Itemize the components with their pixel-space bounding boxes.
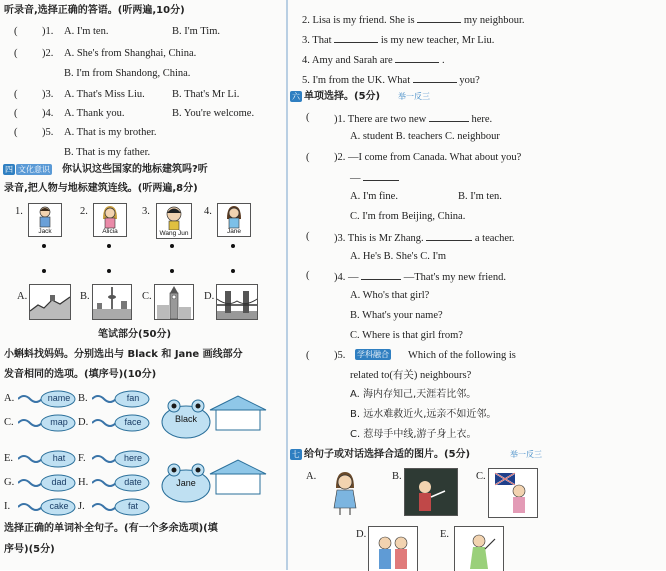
tadpole-letter: H. <box>78 477 89 488</box>
q4-num: )4. <box>42 108 54 119</box>
fill-3-pre: 3. That <box>302 35 332 46</box>
fill-2 <box>302 12 525 27</box>
s5-option-c: C. 惹母手中线,游子身上衣。 <box>350 429 477 440</box>
landmark-b-picture <box>92 284 132 320</box>
q2-option-a: A. She's from Shanghai, China. <box>64 48 197 59</box>
s2-option-c: C. I'm from Beijing, China. <box>350 211 466 222</box>
section-number-badge: 六 <box>292 92 300 101</box>
tadpole-letter: E. <box>4 453 14 464</box>
pic-d-letter: D. <box>356 529 367 540</box>
q4-option-b: B. You're welcome. <box>172 108 255 119</box>
picture-heading: 给句子或对话选择合适的图片。(5分) <box>304 449 471 460</box>
s4-option-b: B. What's your name? <box>350 310 443 321</box>
s3-blank[interactable] <box>426 230 472 241</box>
landmark-c-dot[interactable] <box>170 269 174 273</box>
tadpole-word: fat <box>127 501 138 511</box>
choose-heading-line2: 序号)(5分) <box>4 544 55 555</box>
tadpole-letter: B. <box>78 393 88 404</box>
fill-3-post: is my new teacher, Mr Liu. <box>380 35 495 46</box>
q5-paren: ( <box>14 127 18 138</box>
girl-waving-icon <box>455 527 503 571</box>
house-icon <box>208 394 268 432</box>
q3-option-b: B. That's Mr Li. <box>172 89 240 100</box>
tadpole-letter: F. <box>78 453 86 464</box>
choose-heading-line1: 选择正确的单词补全句子。(有一个多余选项)(填 <box>4 523 218 534</box>
s5-text: Which of the following is <box>408 350 516 361</box>
landmark-d-letter: D. <box>204 291 215 302</box>
s4-paren: ( <box>306 270 310 281</box>
pic-c <box>488 468 538 518</box>
person-4-dot[interactable] <box>231 244 235 248</box>
tadpole-word: map <box>50 417 68 427</box>
boy-icon <box>157 204 191 230</box>
s4-blank[interactable] <box>361 269 401 280</box>
landmark-a-dot[interactable] <box>42 269 46 273</box>
pic-d <box>368 526 418 571</box>
fill-2-blank[interactable] <box>417 12 461 23</box>
subject-integration-tag: 学科融合 <box>357 350 389 359</box>
girl-icon <box>322 468 368 516</box>
s1-paren: ( <box>306 112 310 123</box>
person-1-picture <box>28 203 62 237</box>
pic-e <box>454 526 504 571</box>
written-part-title: 笔试部分(50分) <box>98 329 172 340</box>
person-1-dot[interactable] <box>42 244 46 248</box>
person-2-name: Alicia <box>102 228 118 235</box>
s3-paren: ( <box>306 231 310 242</box>
q3-option-a: A. That's Miss Liu. <box>64 89 145 100</box>
s5-option-b: B. 远水难救近火,远亲不如近邻。 <box>350 409 497 420</box>
s5-text-2: related to(有关) neighbours? <box>350 370 472 381</box>
landmark-a-picture <box>29 284 71 320</box>
pic-a-letter: A. <box>306 471 317 482</box>
fill-4-post: . <box>441 55 445 66</box>
s2-stem: )2. —I come from Canada. What about you? <box>334 152 522 163</box>
q5-option-b: B. That is my father. <box>64 147 151 158</box>
q4-option-a: A. Thank you. <box>64 108 125 119</box>
s1-stem: )1. There are two new here. <box>334 111 492 126</box>
s2-paren: ( <box>306 152 310 163</box>
house-icon <box>208 458 268 496</box>
person-2-dot[interactable] <box>107 244 111 248</box>
fill-5-post: you? <box>459 75 480 86</box>
fill-3-blank[interactable] <box>334 32 378 43</box>
s5-num: )5. <box>334 350 346 361</box>
culture-heading-line1: 你认识这些国家的地标建筑吗?听 <box>62 164 208 175</box>
s4-option-c: C. Where is that girl from? <box>350 330 463 341</box>
tadpole-letter: D. <box>78 417 89 428</box>
landmark-c-letter: C. <box>142 291 152 302</box>
s2-option-a: A. I'm fine. <box>350 191 398 202</box>
great-wall-icon <box>30 285 70 319</box>
tadpole-heading-line1: 小蝌蚪找妈妈。分别选出与 Black 和 Jane 画线部分 <box>4 349 243 360</box>
s3-options: A. He's B. She's C. I'm <box>350 251 447 262</box>
girl-icon <box>94 204 126 229</box>
tadpole-letter: J. <box>78 501 85 512</box>
s4-stem: )4. — —That's my new friend. <box>334 269 506 284</box>
pic-e-letter: E. <box>440 529 450 540</box>
bridge-icon <box>217 285 257 319</box>
tadpole-word: hat <box>52 453 66 463</box>
pic-b <box>404 468 458 516</box>
person-3-dot[interactable] <box>170 244 174 248</box>
fill-4-blank[interactable] <box>395 52 439 63</box>
fill-4-pre: 4. Amy and Sarah are <box>302 55 393 66</box>
landmark-d-dot[interactable] <box>231 269 235 273</box>
tadpole-letter: G. <box>4 477 15 488</box>
person-4-number: 4. <box>204 206 212 217</box>
culture-tag: 文化意识 <box>18 165 50 174</box>
person-3-name: Wang Jun <box>159 230 189 237</box>
frog-2-word: Jane <box>176 478 196 488</box>
tadpole-word: name <box>47 393 71 403</box>
frog-1-word: Black <box>174 414 197 424</box>
single-choice-tag: 举一反三 <box>398 92 430 101</box>
tadpole-word: date <box>124 477 142 487</box>
tadpole-word: fan <box>126 393 140 403</box>
s2-answer-line: — <box>350 170 399 185</box>
person-2-number: 2. <box>80 206 88 217</box>
fill-4 <box>302 52 445 67</box>
tadpole-letter: C. <box>4 417 14 428</box>
person-1-name: Jack <box>38 228 52 235</box>
pic-a <box>322 468 368 516</box>
s2-option-b: B. I'm ten. <box>458 191 502 202</box>
big-ben-icon <box>155 285 193 319</box>
person-4-picture <box>217 203 251 237</box>
person-3-picture <box>156 203 192 239</box>
q3-paren: ( <box>14 89 18 100</box>
fill-5-blank[interactable] <box>413 72 457 83</box>
tadpole-word: face <box>124 417 142 427</box>
teacher-blackboard-icon <box>405 469 457 515</box>
q2-num: )2. <box>42 48 54 59</box>
pic-c-letter: C. <box>476 471 486 482</box>
girl-icon <box>218 204 250 229</box>
tadpole-word: here <box>123 453 142 463</box>
fill-5-pre: 5. I'm from the UK. What <box>302 75 411 86</box>
cn-tower-icon <box>93 285 131 319</box>
person-4-name: Jane <box>226 228 242 235</box>
s1-blank[interactable] <box>429 111 469 122</box>
landmark-c-picture <box>154 284 194 320</box>
q2-paren: ( <box>14 48 18 59</box>
q1-paren: ( <box>14 26 18 37</box>
q1-num: )1. <box>42 26 54 37</box>
q4-paren: ( <box>14 108 18 119</box>
person-1-number: 1. <box>15 206 23 217</box>
fill-5 <box>302 72 480 87</box>
section-number-badge: 四 <box>5 165 13 174</box>
s1-options: A. student B. teachers C. neighbour <box>350 131 500 142</box>
landmark-b-dot[interactable] <box>107 269 111 273</box>
landmark-d-picture <box>216 284 258 320</box>
q1-option-a: A. I'm ten. <box>64 26 109 37</box>
landmark-a-letter: A. <box>17 291 28 302</box>
s5-option-a: A. 海内存知己,天涯若比邻。 <box>350 389 477 400</box>
pic-b-letter: B. <box>392 471 402 482</box>
s3-stem: )3. This is Mr Zhang. a teacher. <box>334 230 515 245</box>
listen-heading: 听录音,选择正确的答语。(听两遍,10分) <box>4 5 185 16</box>
tadpole-letter: I. <box>4 501 11 512</box>
fill-3 <box>302 32 494 47</box>
q5-num: )5. <box>42 127 54 138</box>
tadpole-letter: A. <box>4 393 15 404</box>
tadpole-word: cake <box>49 501 69 511</box>
s5-paren: ( <box>306 350 310 361</box>
culture-heading-line2: 录音,把人物与地标建筑连线。(听两遍,8分) <box>4 183 198 194</box>
tadpole-heading-line2: 发音相同的选项。(填序号)(10分) <box>4 369 157 380</box>
fill-2-pre: 2. Lisa is my friend. She is <box>302 15 415 26</box>
column-divider <box>286 0 288 570</box>
q3-num: )3. <box>42 89 54 100</box>
person-2-picture <box>93 203 127 237</box>
picture-tag: 举一反三 <box>510 450 542 459</box>
boy-icon <box>29 204 61 229</box>
two-kids-icon <box>369 527 417 571</box>
fill-2-post: my neighbour. <box>463 15 525 26</box>
section-number-badge: 七 <box>292 450 300 459</box>
q1-option-b: B. I'm Tim. <box>172 26 220 37</box>
q2-option-b: B. I'm from Shandong, China. <box>64 68 191 79</box>
q5-option-a: A. That is my brother. <box>64 127 157 138</box>
single-choice-heading: 单项选择。(5分) <box>304 91 381 102</box>
tadpole-word: dad <box>51 477 67 487</box>
girl-with-flag-icon <box>489 469 537 517</box>
s4-option-a: A. Who's that girl? <box>350 290 430 301</box>
s2-blank[interactable] <box>363 170 399 181</box>
person-3-number: 3. <box>142 206 150 217</box>
landmark-b-letter: B. <box>80 291 90 302</box>
